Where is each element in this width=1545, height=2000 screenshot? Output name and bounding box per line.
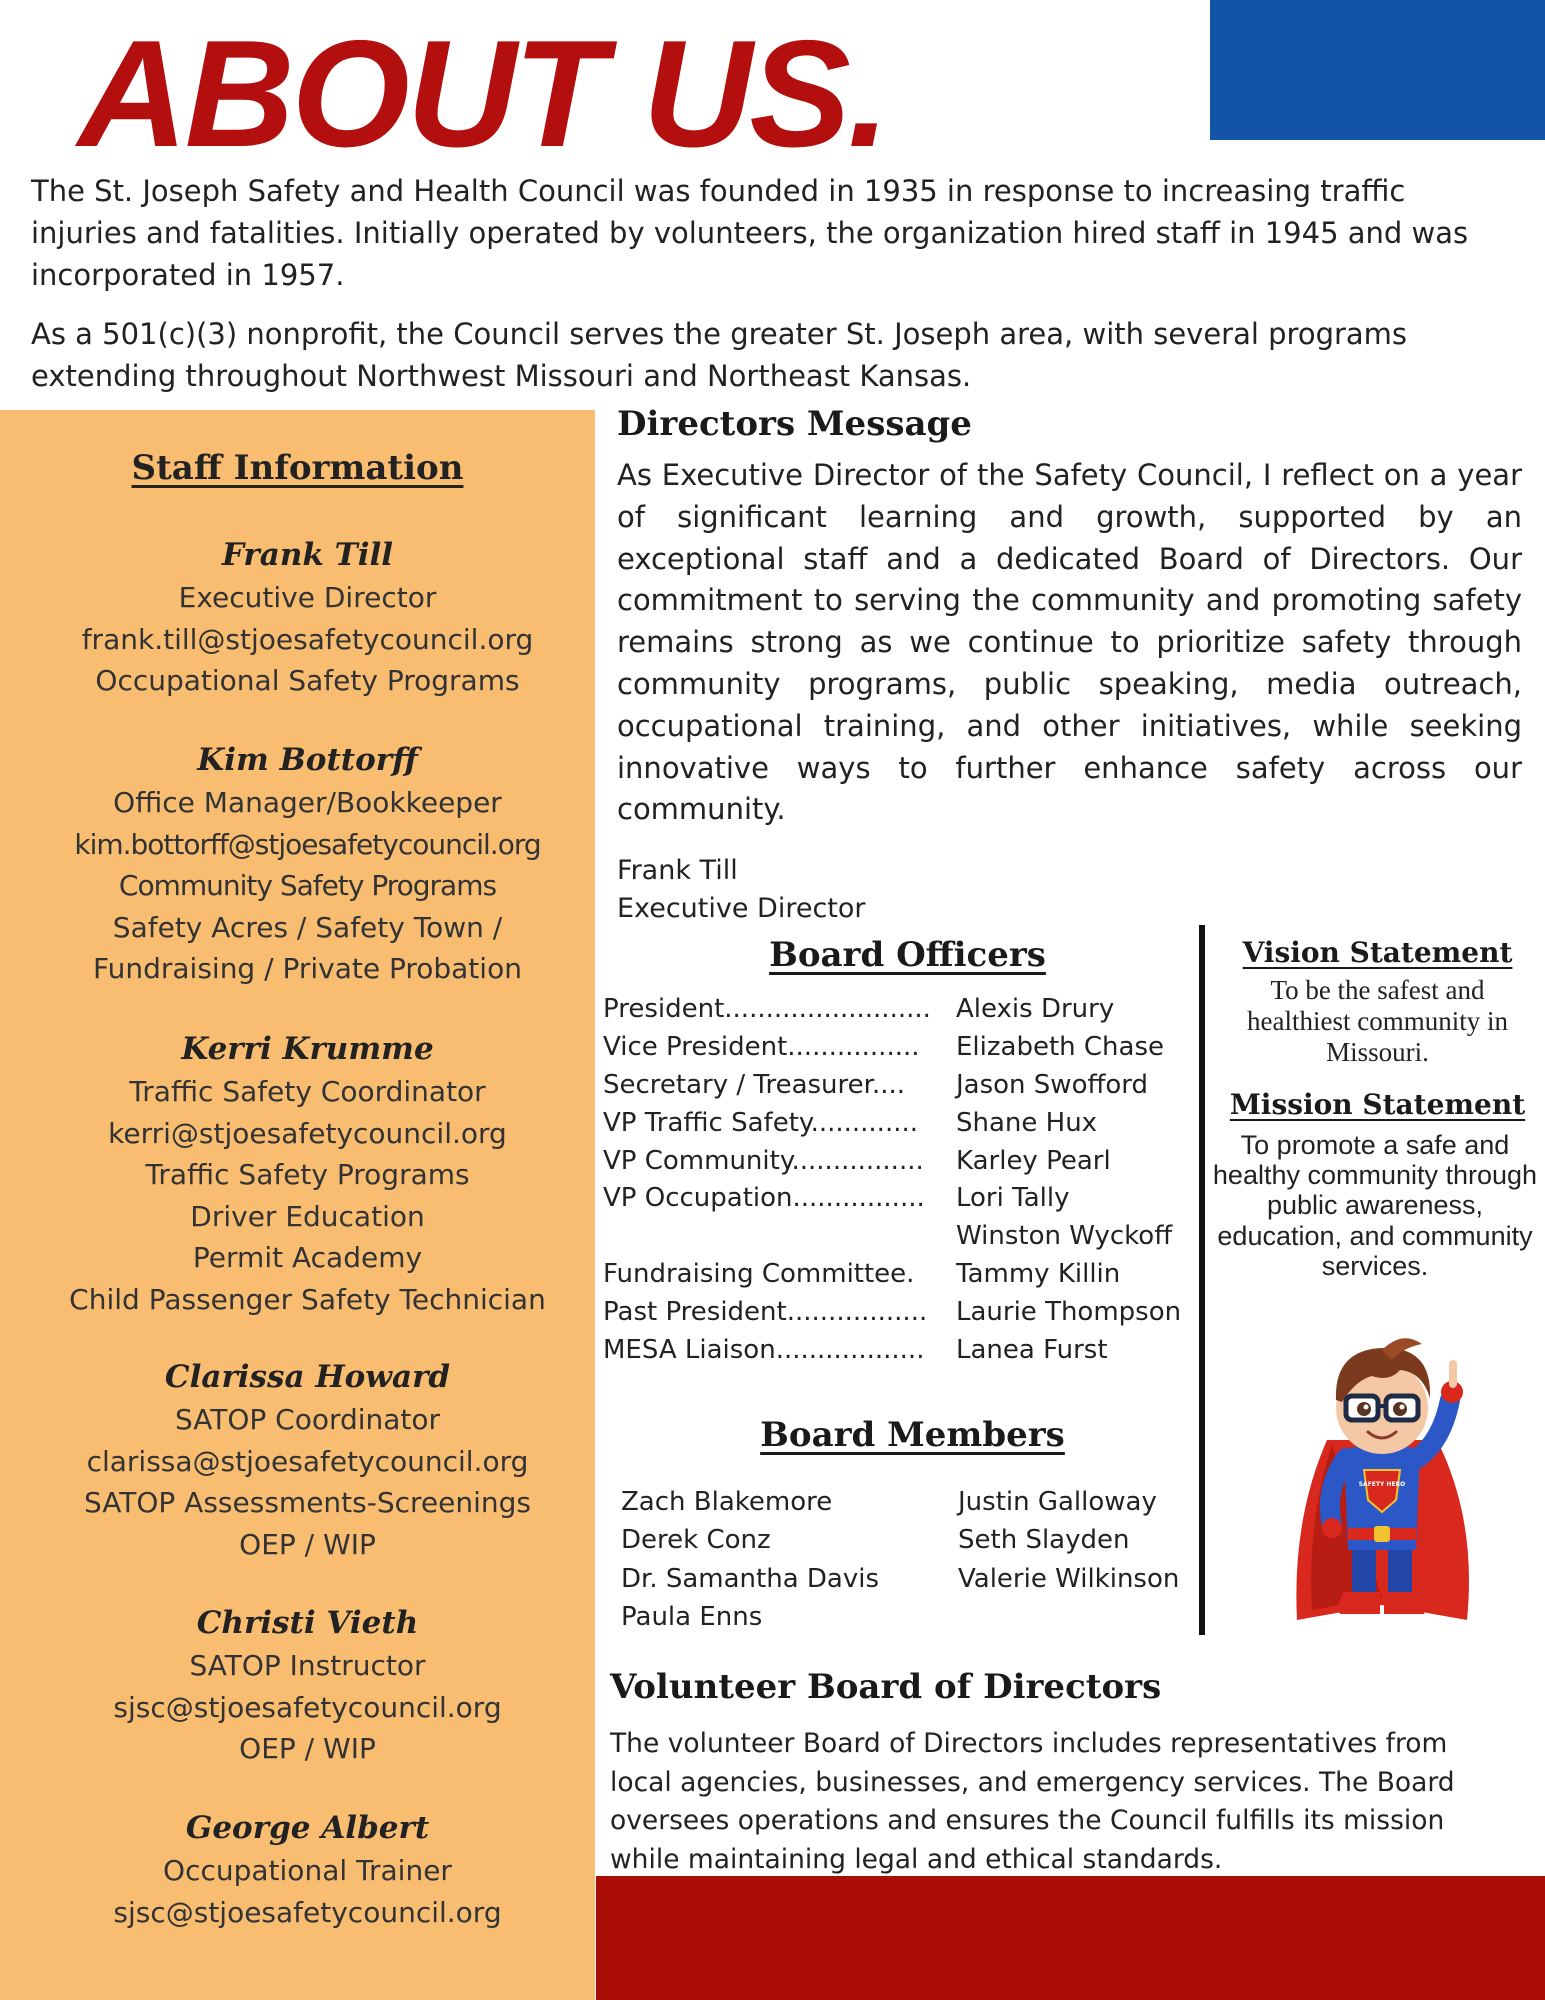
officer-role: MESA Liaison.................. xyxy=(603,1335,925,1366)
board-officers-heading: Board Officers xyxy=(769,935,1046,975)
superhero-mascot-icon xyxy=(1272,1320,1492,1640)
staff-email: frank.till@stjoesafetycouncil.org xyxy=(81,622,534,656)
officer-role: VP Occupation................ xyxy=(603,1183,925,1214)
staff-program: Community Safety Programs xyxy=(118,869,497,902)
staff-role: Office Manager/Bookkeeper xyxy=(113,786,502,819)
blue-corner-block xyxy=(1210,0,1545,140)
officer-role: Secretary / Treasurer.... xyxy=(603,1069,906,1100)
staff-role: Occupational Trainer xyxy=(163,1854,452,1887)
officer-role: Fundraising Committee. xyxy=(603,1259,915,1290)
board-member: Dr. Samantha Davis xyxy=(621,1563,880,1594)
staff-program: Traffic Safety Programs xyxy=(145,1158,470,1191)
officer-name: Winston Wyckoff xyxy=(956,1221,1173,1252)
staff-name: George Albert xyxy=(185,1810,430,1846)
volunteer-board-body: The volunteer Board of Directors includes representatives from local agencies, businesses, and emergency services. The Board oversees operations and ensures the Council fulfills its mission while maintaining legal and ethical standards. xyxy=(610,1728,1455,1875)
staff-role: Traffic Safety Coordinator xyxy=(129,1075,486,1108)
staff-entry-frank-till xyxy=(0,533,615,702)
page-title: ABOUT US. xyxy=(78,9,887,179)
staff-program: Occupational Safety Programs xyxy=(95,664,520,697)
signer-title: Executive Director xyxy=(617,893,866,924)
staff-email: clarissa@stjoesafetycouncil.org xyxy=(86,1444,529,1478)
staff-program: Child Passenger Safety Technician xyxy=(69,1282,546,1316)
officer-name: Elizabeth Chase xyxy=(956,1031,1164,1062)
officer-name: Lori Tally xyxy=(956,1183,1070,1214)
staff-program: SATOP Assessments-Screenings xyxy=(83,1486,531,1519)
board-members-right-column xyxy=(958,1483,1179,1598)
staff-program: OEP / WIP xyxy=(239,1732,376,1765)
officer-name: Laurie Thompson xyxy=(956,1297,1182,1328)
staff-name: Frank Till xyxy=(221,537,394,573)
officer-role: Past President................. xyxy=(603,1297,928,1328)
staff-information-heading: Staff Information xyxy=(131,448,464,488)
staff-entry-kim-bottorff xyxy=(0,738,615,990)
board-member: Derek Conz xyxy=(621,1525,771,1556)
officer-role: Vice President................ xyxy=(603,1031,920,1062)
signer-name: Frank Till xyxy=(617,855,738,886)
hero-badge-text: SAFETY HERO xyxy=(1358,1481,1406,1488)
board-member: Valerie Wilkinson xyxy=(958,1563,1180,1594)
staff-program: Driver Education xyxy=(190,1199,425,1233)
officer-name: Karley Pearl xyxy=(956,1145,1111,1176)
staff-email: kim.bottorff@stjoesafetycouncil.org xyxy=(74,827,541,861)
officer-role: VP Community................ xyxy=(603,1145,924,1176)
staff-entry-george-albert xyxy=(0,1806,615,1933)
staff-entry-christi-vieth xyxy=(0,1601,615,1770)
officer-role xyxy=(603,1218,931,1256)
board-officer-roles xyxy=(603,991,931,1370)
red-footer-block xyxy=(596,1876,1545,2000)
officer-name: Shane Hux xyxy=(956,1107,1098,1138)
staff-name: Clarissa Howard xyxy=(164,1359,451,1395)
directors-message-heading: Directors Message xyxy=(617,404,972,444)
board-officer-names xyxy=(956,991,1181,1370)
staff-role: Executive Director xyxy=(178,581,437,614)
vision-statement-text: To be the safest and healthiest community in Missouri. xyxy=(1247,975,1508,1067)
staff-name: Kim Bottorff xyxy=(197,742,418,778)
officer-name: Alexis Drury xyxy=(956,994,1115,1024)
volunteer-board-heading: Volunteer Board of Directors xyxy=(610,1667,1162,1707)
staff-entry-kerri-krumme xyxy=(0,1027,615,1320)
intro-paragraph-history: The St. Joseph Safety and Health Council was founded in 1935 in response to increasing traffic injuries and fatalities. Initially operated by volunteers, the organization hired staff in 1945 and was incorporated in 1957. xyxy=(31,174,1469,292)
officer-role: VP Traffic Safety............. xyxy=(603,1107,919,1138)
board-member: Paula Enns xyxy=(621,1601,763,1632)
staff-name: Christi Vieth xyxy=(196,1605,419,1641)
vision-statement-heading: Vision Statement xyxy=(1242,936,1513,969)
staff-role: SATOP Instructor xyxy=(189,1649,426,1682)
mission-statement-heading: Mission Statement xyxy=(1229,1088,1526,1121)
officer-name: Lanea Furst xyxy=(956,1335,1108,1366)
mission-statement-text: To promote a safe and healthy community through public awareness, education, and community services. xyxy=(1212,1130,1538,1281)
directors-message-body: As Executive Director of the Safety Council, I reflect on a year of significant learning and growth, supported by an exceptional staff and a dedicated Board of Directors. Our commitment to serving the community and promoting safety remains strong as we continue to prioritize safety through community programs, public speaking, media outreach, occupational training, and other initiatives, while seeking innovative ways to further enhance safety across our community. xyxy=(617,458,1522,827)
officer-role: President......................... xyxy=(603,994,931,1024)
staff-program: Safety Acres / Safety Town / xyxy=(112,910,503,944)
staff-name: Kerri Krumme xyxy=(181,1031,434,1067)
board-members-left-column xyxy=(621,1483,879,1636)
officer-name: Jason Swofford xyxy=(956,1069,1149,1100)
staff-role: SATOP Coordinator xyxy=(174,1403,441,1436)
staff-program: Permit Academy xyxy=(192,1241,423,1274)
staff-email: sjsc@stjoesafetycouncil.org xyxy=(113,1895,502,1929)
intro-paragraph-nonprofit: As a 501(c)(3) nonprofit, the Council serves the greater St. Joseph area, with several programs extending throughout Northwest Missouri and Northeast Kansas. xyxy=(31,317,1408,393)
staff-program: Fundraising / Private Probation xyxy=(93,952,522,985)
board-member: Justin Galloway xyxy=(958,1487,1157,1517)
directors-message-signature xyxy=(617,852,866,928)
board-member: Zach Blakemore xyxy=(621,1487,833,1517)
board-members-heading: Board Members xyxy=(760,1415,1065,1455)
board-member: Seth Slayden xyxy=(958,1525,1130,1556)
officer-name: Tammy Killin xyxy=(956,1259,1121,1290)
staff-program: OEP / WIP xyxy=(239,1527,376,1561)
staff-email: sjsc@stjoesafetycouncil.org xyxy=(113,1690,502,1724)
staff-entry-clarissa-howard xyxy=(0,1355,615,1565)
staff-email: kerri@stjoesafetycouncil.org xyxy=(108,1116,507,1150)
